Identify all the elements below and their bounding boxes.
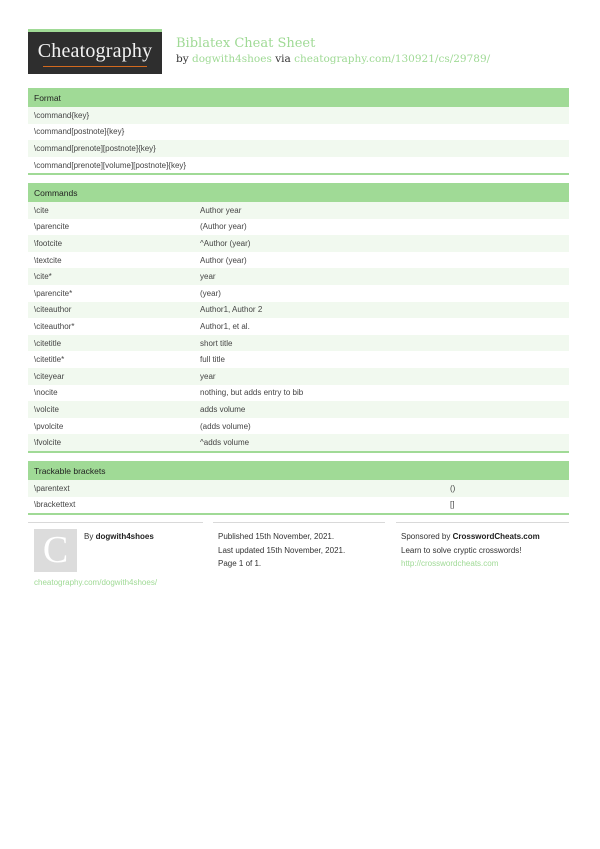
command-description: short title bbox=[200, 338, 233, 348]
page-count: Page 1 of 1. bbox=[218, 559, 262, 568]
table-row bbox=[28, 480, 569, 497]
footer-author bbox=[84, 530, 154, 544]
table-row bbox=[28, 335, 569, 352]
byline bbox=[176, 53, 490, 65]
command-name: \citeyear bbox=[34, 371, 65, 381]
command-description: adds volume bbox=[200, 404, 246, 414]
table-row bbox=[28, 497, 569, 514]
format-text: \command[postnote]{key} bbox=[34, 127, 125, 137]
by-prefix: by bbox=[176, 53, 189, 65]
sponsor-prefix: Sponsored by bbox=[401, 532, 451, 541]
command-name: \pvolcite bbox=[34, 421, 64, 431]
author-avatar[interactable]: C bbox=[34, 529, 77, 572]
sponsor-line bbox=[401, 530, 540, 544]
command-description: (adds volume) bbox=[200, 421, 251, 431]
table-row bbox=[28, 418, 569, 435]
table-row bbox=[28, 252, 569, 269]
updated-date: Last updated 15th November, 2021. bbox=[218, 545, 346, 555]
command-description: Author1, Author 2 bbox=[200, 305, 263, 315]
command-name: \nocite bbox=[34, 388, 58, 398]
table-row bbox=[28, 351, 569, 368]
sponsor-url-link[interactable]: http://crosswordcheats.com bbox=[401, 559, 499, 568]
sponsor-name[interactable]: CrosswordCheats.com bbox=[452, 532, 540, 541]
logo-underline bbox=[43, 66, 147, 67]
command-description: nothing, but adds entry to bib bbox=[200, 388, 304, 398]
brackets-rows bbox=[28, 480, 569, 513]
command-name: \citeauthor* bbox=[34, 321, 75, 331]
command-description: (Author year) bbox=[200, 222, 247, 232]
by-prefix: By bbox=[84, 532, 94, 541]
table-row bbox=[28, 285, 569, 302]
table-row bbox=[28, 368, 569, 385]
table-row bbox=[28, 434, 569, 451]
section-divider bbox=[28, 173, 569, 175]
table-row bbox=[28, 318, 569, 335]
command-description: ^adds volume bbox=[200, 438, 250, 448]
command-description: () bbox=[450, 483, 456, 493]
format-text: \command[prenote][postnote]{key} bbox=[34, 143, 156, 153]
footer-divider bbox=[396, 522, 569, 523]
via-text: via bbox=[275, 53, 291, 65]
command-name: \parencite bbox=[34, 222, 70, 232]
format-text: \command{key} bbox=[34, 110, 90, 120]
section-divider bbox=[28, 451, 569, 453]
table-row bbox=[28, 268, 569, 285]
command-description: (year) bbox=[200, 288, 221, 298]
table-row bbox=[28, 202, 569, 219]
command-name: \citetitle* bbox=[34, 355, 65, 365]
published-date: Published 15th November, 2021. bbox=[218, 532, 335, 541]
command-description: year bbox=[200, 371, 216, 381]
command-description: [] bbox=[450, 500, 455, 510]
command-name: \parencite* bbox=[34, 288, 73, 298]
sheet-url-link[interactable]: cheatography.com/130921/cs/29789/ bbox=[294, 53, 491, 65]
format-rows bbox=[28, 107, 569, 173]
command-name: \textcite bbox=[34, 255, 62, 265]
command-description: full title bbox=[200, 355, 225, 365]
command-description: Author (year) bbox=[200, 255, 247, 265]
table-row bbox=[28, 302, 569, 319]
author-profile-link[interactable]: cheatography.com/dogwith4shoes/ bbox=[34, 578, 158, 587]
command-description: Author year bbox=[200, 205, 242, 215]
table-row bbox=[28, 107, 569, 124]
author-link[interactable]: dogwith4shoes bbox=[192, 53, 272, 65]
command-name: \citetitle bbox=[34, 338, 62, 348]
table-row bbox=[28, 157, 569, 174]
footer-divider bbox=[28, 522, 203, 523]
format-text: \command[prenote][volume][postnote]{key} bbox=[34, 160, 187, 170]
footer-dates bbox=[218, 530, 345, 571]
commands-rows bbox=[28, 202, 569, 451]
footer-sponsor bbox=[401, 530, 540, 571]
table-row bbox=[28, 124, 569, 141]
command-description: year bbox=[200, 272, 216, 282]
table-row bbox=[28, 401, 569, 418]
section-heading: Format bbox=[28, 88, 569, 107]
section-trackable-brackets bbox=[28, 461, 569, 515]
sponsor-tagline: Learn to solve cryptic crosswords! bbox=[401, 545, 522, 555]
command-name: \cite* bbox=[34, 272, 52, 282]
command-name: \citeauthor bbox=[34, 305, 72, 315]
section-format bbox=[28, 88, 569, 175]
command-name: \parentext bbox=[34, 483, 70, 493]
section-commands bbox=[28, 183, 569, 453]
table-row bbox=[28, 140, 569, 157]
footer-divider bbox=[213, 522, 385, 523]
command-name: \footcite bbox=[34, 238, 63, 248]
logo-text: Cheatography bbox=[37, 40, 153, 62]
footer-author-name[interactable]: dogwith4shoes bbox=[95, 532, 154, 541]
page-title: Biblatex Cheat Sheet bbox=[176, 36, 316, 51]
command-name: \brackettext bbox=[34, 500, 76, 510]
section-heading: Commands bbox=[28, 183, 569, 202]
command-name: \fvolcite bbox=[34, 438, 62, 448]
command-name: \volcite bbox=[34, 404, 59, 414]
table-row bbox=[28, 385, 569, 402]
section-heading: Trackable brackets bbox=[28, 461, 569, 480]
table-row bbox=[28, 235, 569, 252]
table-row bbox=[28, 219, 569, 236]
command-description: ^Author (year) bbox=[200, 238, 251, 248]
cheatography-logo[interactable] bbox=[28, 29, 162, 74]
command-name: \cite bbox=[34, 205, 49, 215]
command-description: Author1, et al. bbox=[200, 321, 250, 331]
section-divider bbox=[28, 513, 569, 515]
